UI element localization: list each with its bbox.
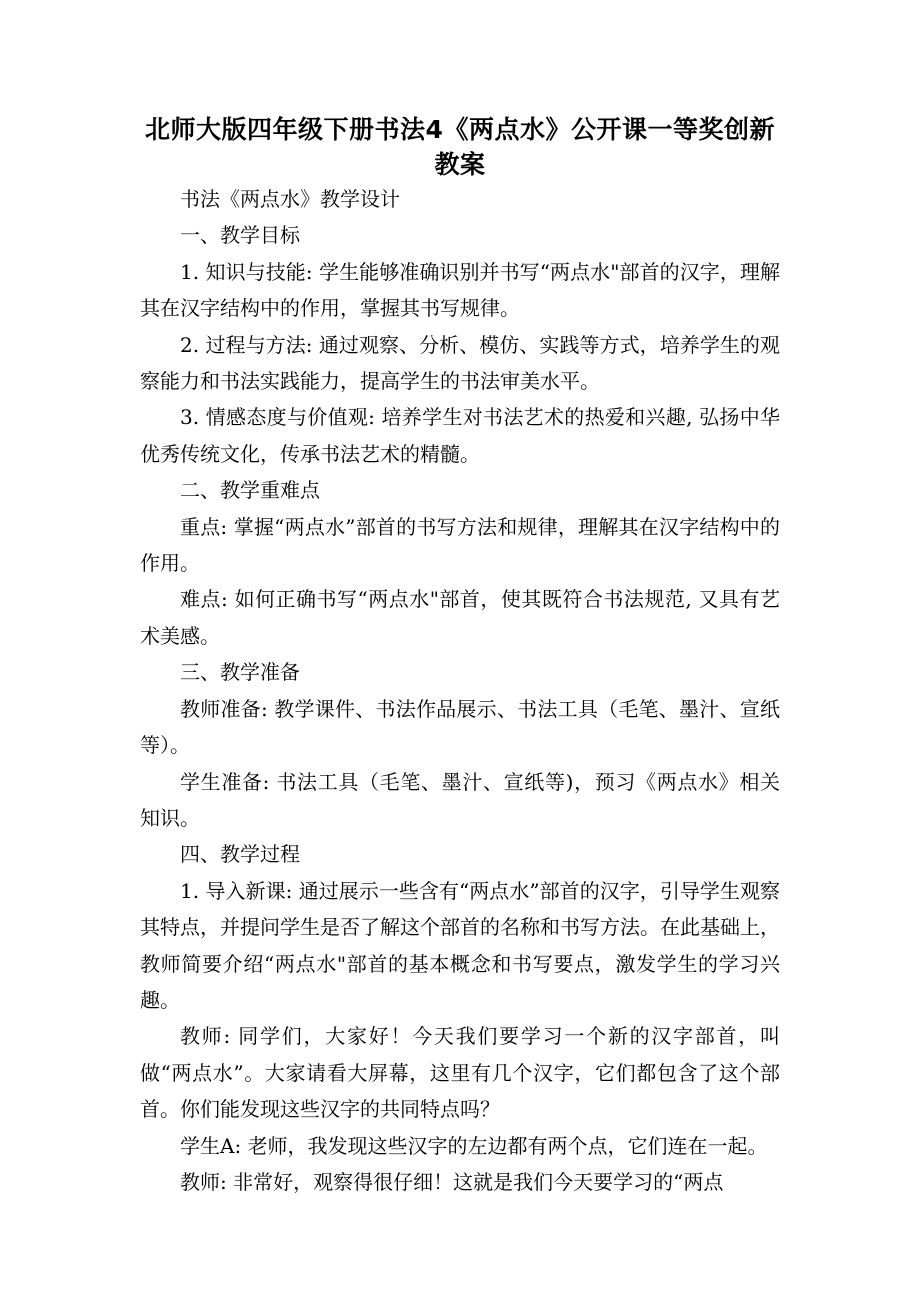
paragraph-teacher-dialogue-1: 教师: 同学们，大家好！今天我们要学习一个新的汉字部首，叫做“两点水”。大家请看大屏幕，这里有几个汉字，它们都包含了这个部首。你们能发现这些汉字的共同特点吗？ [140,1024,780,1122]
heading-teaching-preparation: 三、教学准备 [180,660,300,685]
paragraph-goal-process: 2. 过程与方法: 通过观察、分析、模仿、实践等方式，培养学生的观察能力和书法实践能力，提高学生的书法审美水平。 [140,332,780,394]
heading-teaching-process: 四、教学过程 [180,842,300,867]
paragraph-goal-attitude: 3. 情感态度与价值观: 培养学生对书法艺术的热爱和兴趣, 弘扬中华优秀传统文化，传承书法艺术的精髓。 [140,405,780,466]
paragraph-design-title: 书法《两点水》教学设计 [180,187,400,211]
paragraph-difficult-point: 难点: 如何正确书写“两点水"部首，使其既符合书法规范, 又具有艺术美感。 [140,587,780,648]
heading-teaching-goals: 一、教学目标 [180,223,300,248]
document-body [140,181,780,1200]
paragraph-goal-knowledge: 1. 知识与技能: 学生能够准确识别并书写“两点水"部首的汉字，理解其在汉字结构中的作用，掌握其书写规律。 [140,259,780,321]
heading-key-difficult-points: 二、教学重难点 [180,478,320,503]
paragraph-student-a-dialogue: 学生A: 老师，我发现这些汉字的左边都有两个点，它们连在一起。 [180,1133,768,1158]
paragraph-introduction: 1. 导入新课: 通过展示一些含有“两点水”部首的汉字，引导学生观察其特点，并提问学生是否了解这个部首的名称和书写方法。在此基础上，教师简要介绍“两点水"部首的基本概念和书写要点，激发学生的学习兴趣。 [140,878,780,1012]
paragraph-key-point: 重点: 掌握“两点水”部首的书写方法和规律，理解其在汉字结构中的作用。 [140,514,780,576]
document-title: 北师大版四年级下册书法4《两点水》公开课一等奖创新教案 [145,115,775,179]
paragraph-teacher-preparation: 教师准备: 教学课件、书法作品展示、书法工具（毛笔、墨汁、宣纸等）。 [140,696,780,758]
paragraph-teacher-dialogue-2: 教师: 非常好，观察得很仔细！这就是我们今天要学习的“两点 [180,1169,724,1194]
paragraph-student-preparation: 学生准备: 书法工具（毛笔、墨汁、宣纸等)，预习《两点水》相关知识。 [140,769,780,830]
